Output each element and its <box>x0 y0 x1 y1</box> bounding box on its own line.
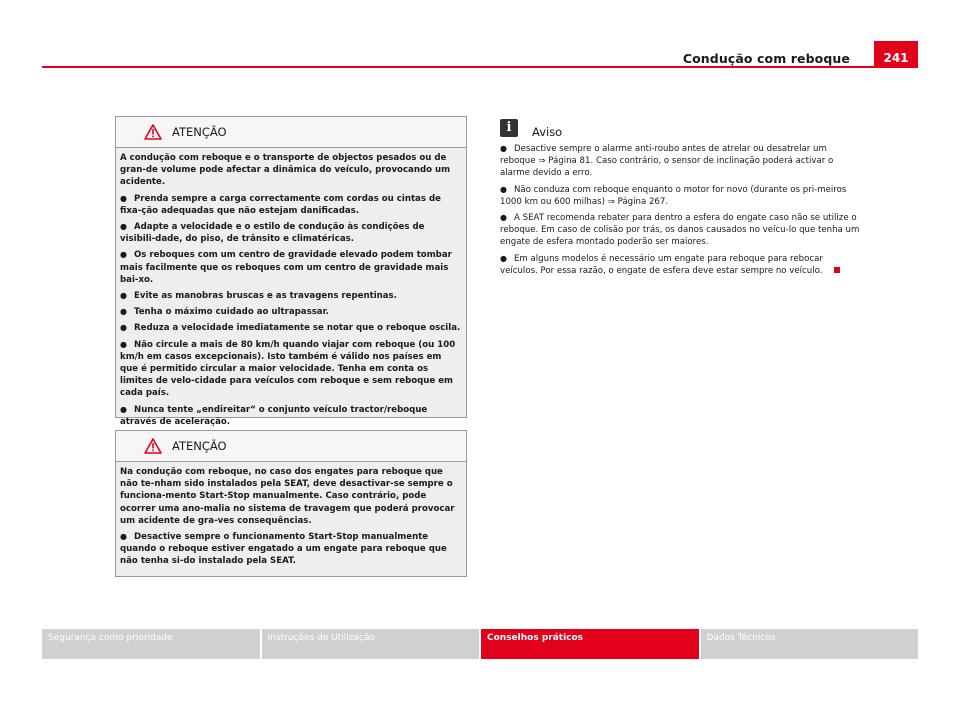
tab-instrucoes[interactable]: Instruções de Utilização <box>262 629 480 659</box>
bullet-icon: ● <box>120 307 127 317</box>
warning-intro: A condução com reboque e o transporte de objectos pesados ou de gran-de volume pode afectar a dinâmica do veículo, provocando um acidente. <box>120 153 451 188</box>
bullet-icon: ● <box>120 323 127 333</box>
section-end-marker <box>834 267 840 273</box>
note-bullet: ● Em alguns modelos é necessário um engate para reboque para rebocar veículos. Por essa razão, o engate de esfera deve estar sempre no veículo. <box>500 253 860 277</box>
warning-bullet: ● Nunca tente „endireitar“ o conjunto veículo tractor/reboque através de aceleração. <box>120 404 428 427</box>
warning-header <box>116 117 466 148</box>
header-rule <box>42 66 918 68</box>
warning-label: ATENÇÃO <box>172 439 227 453</box>
warning-box-2 <box>115 430 467 577</box>
warning-triangle-icon <box>144 124 162 140</box>
note-bullet: ● A SEAT recomenda rebater para dentro a esfera do engate caso não se utilize o reboque. Em caso de colisão por trás, os danos causados no veícu-lo que tenha um engate de esfera montado poderão ser maiores. <box>500 213 860 248</box>
warning-body <box>116 148 466 432</box>
warning-bullet: ● Tenha o máximo cuidado ao ultrapassar. <box>120 307 329 318</box>
bullet-icon: ● <box>500 184 507 194</box>
tab-conselhos[interactable]: Conselhos práticos <box>481 629 699 659</box>
bullet-icon: ● <box>120 250 127 260</box>
bullet-icon: ● <box>120 339 127 349</box>
page-number: 241 <box>874 41 918 68</box>
warning-bullet: ● Desactive sempre o funcionamento Start-Stop manualmente quando o reboque estiver engatado a um engate para reboque que não tenha si-do instalado pela SEAT. <box>120 532 447 567</box>
warning-bullet: ● Os reboques com um centro de gravidade elevado podem tombar mais facilmente que os reboques com um centro de gravidade mais bai-xo. <box>120 250 452 285</box>
note-body <box>500 143 860 281</box>
bullet-icon: ● <box>500 253 507 263</box>
warning-triangle-icon <box>144 438 162 454</box>
tab-dados-tecnicos[interactable]: Dados Técnicos <box>701 629 919 659</box>
bullet-icon: ● <box>120 404 127 414</box>
note-bullet: ● Desactive sempre o alarme anti-roubo antes de atrelar ou desatrelar um reboque ⇒ Página 81. Caso contrário, o sensor de inclinação poderá activar o alarme devido a erro. <box>500 144 834 179</box>
bullet-icon: ● <box>120 291 127 301</box>
warning-body <box>116 462 466 572</box>
info-icon: i <box>500 119 518 137</box>
warning-label: ATENÇÃO <box>172 125 227 139</box>
warning-intro: Na condução com reboque, no caso dos engates para reboque que não te-nham sido instalados pela SEAT, deve desactivar-se sempre o funciona-mento Start-Stop manualmente. Caso contrário, pode ocorrer uma ano-malia no sistema de travagem que poderá provocar um acidente de gra-ves consequências. <box>120 467 455 526</box>
tab-seguranca[interactable]: Segurança como prioridade <box>42 629 260 659</box>
footer-nav <box>42 629 918 659</box>
note-header <box>500 117 562 139</box>
bullet-icon: ● <box>120 222 127 232</box>
warning-header <box>116 431 466 462</box>
chapter-title: Condução com reboque <box>682 51 850 66</box>
note-bullet: ● Não conduza com reboque enquanto o motor for novo (durante os pri-meiros 1000 km ou 600 milhas) ⇒ Página 267. <box>500 184 847 207</box>
warning-bullet: ● Adapte a velocidade e o estilo de condução às condições de visibili-dade, do piso, de trânsito e climatéricas. <box>120 222 425 245</box>
bullet-icon: ● <box>500 144 507 153</box>
bullet-icon: ● <box>120 532 127 542</box>
bullet-icon: ● <box>500 213 507 223</box>
warning-bullet: ● Não circule a mais de 80 km/h quando viajar com reboque (ou 100 km/h em casos excepcionais). Isto também é válido nos países em que é permitido circular a maior velocidade. Tenha em conta os limites de velo-cidade para veículos com reboque e sem reboque em cada país. <box>120 339 456 399</box>
warning-bullet: ● Reduza a velocidade imediatamente se notar que o reboque oscila. <box>120 323 461 334</box>
bullet-icon: ● <box>120 193 127 203</box>
note-label: Aviso <box>532 125 563 139</box>
warning-bullet: ● Evite as manobras bruscas e as travagens repentinas. <box>120 291 397 302</box>
warning-bullet: ● Prenda sempre a carga correctamente com cordas ou cintas de fixa-ção adequadas que não estejam danificadas. <box>120 193 441 216</box>
warning-box-1 <box>115 116 467 427</box>
